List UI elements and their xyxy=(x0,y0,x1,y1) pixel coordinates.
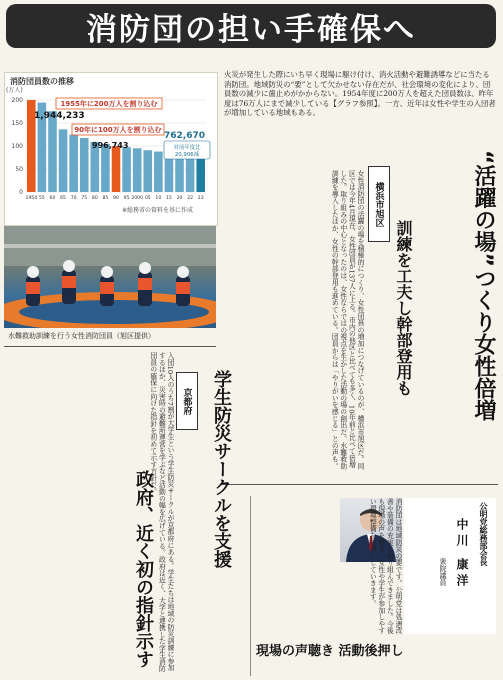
section1-headline: “活躍の場”つくり女性倍増 xyxy=(471,150,496,421)
x-tick-label: 75 xyxy=(81,196,88,201)
x-tick-label: 15 xyxy=(166,196,172,201)
interviewee-name: 中川 康洋 xyxy=(455,518,469,591)
x-tick-label: 95 xyxy=(123,196,130,201)
x-tick-label: 05 xyxy=(144,196,151,201)
y-tick-label: 200 xyxy=(11,97,23,104)
section1-location-tag: 横浜市旭区 xyxy=(368,166,390,242)
chart-source: ※総務省の資料を基に作成 xyxy=(122,207,194,214)
divider xyxy=(250,496,251,676)
annotation-1955: 1955年に200万人を割り込む xyxy=(60,100,158,108)
x-tick-label: 70 xyxy=(70,196,77,201)
rescue-training-photo xyxy=(4,226,216,328)
data-label-last-sub: 20,906減 xyxy=(174,152,200,158)
section2-headline: 学生防災サークルを支援 xyxy=(211,370,232,568)
x-tick-label: 65 xyxy=(60,196,66,201)
interviewee-title: 衆院議員 xyxy=(439,558,447,586)
bar xyxy=(112,146,121,192)
section2-location-tag: 京都府 xyxy=(176,372,198,430)
section1-subheadline: 訓練を工夫し幹部登用も xyxy=(394,220,413,396)
data-label-last: 762,670 xyxy=(164,131,205,141)
section2-subheadline: 政府、近く初の指針示す xyxy=(133,470,154,668)
bar xyxy=(122,147,131,192)
x-tick-label: 60 xyxy=(49,196,56,201)
y-tick-label: 150 xyxy=(11,120,23,127)
bar xyxy=(154,152,163,192)
bar xyxy=(196,157,205,192)
x-tick-label: 80 xyxy=(91,196,98,201)
y-axis-unit: (万人) xyxy=(6,87,23,94)
annotation-1990: 90年に100万人を割り込む xyxy=(74,126,162,134)
interviewee-role: 公明党総務部会長 xyxy=(479,502,488,566)
intro-text: 火災が発生した際にいち早く現場に駆け付け、消火活動や避難誘導などに当たる消防団。地域防災の“要”として欠かせない存在だが、社会環境の変化により、団員数の減少に歯止めがかからない。1954年度に200万人を超えた団員数は、昨年度は76万人にまで減少している【グラフ参照】。一方、近年は女性や学生の入団者が増加している地域もある。 xyxy=(224,70,496,118)
data-label-last-sub: 対前年度比 xyxy=(173,145,201,151)
section1-body: 女性消防団の活躍の場を積極的につくり、女性団員の増加につなげているのが、横浜市旭区だ。同区では今年4月現在、女性団員が137人に上る。市内の他区と比べても多く、10年前と比べて倍増した。取り組みの中心となったのは、女性ならではの視点を生かした活動の場の創出だ。水難救助訓練を導入したほか、女性の幹部登用も進めている。団員からは「やりがいを感じる」との声も。 xyxy=(330,170,364,470)
x-tick-label: 85 xyxy=(102,196,109,201)
photo-caption: 水難救助訓練を行う女性消防団員（旭区提供） xyxy=(8,332,155,340)
y-tick-label: 0 xyxy=(19,189,23,196)
x-tick-label: 2000 xyxy=(131,196,144,201)
y-tick-label: 50 xyxy=(15,166,23,173)
bar xyxy=(143,150,152,192)
bar xyxy=(59,129,68,192)
x-tick-label: 55 xyxy=(38,196,45,201)
interview-body: 消防団は地域防災の要です。公明党は処遇改善や装備の充実に取り組んできました。今後も現場の声を聴き、女性や学生が参加しやすい環境整備を後押ししていきます。 xyxy=(368,498,402,634)
bar xyxy=(101,144,110,192)
data-label-mid: 996,743 xyxy=(92,141,129,150)
x-tick-label: 90 xyxy=(113,196,119,201)
bar xyxy=(80,138,89,192)
y-tick-label: 100 xyxy=(11,143,23,150)
headline-banner xyxy=(6,4,496,48)
divider xyxy=(4,346,216,347)
chart-title: 消防団員数の推移 xyxy=(10,77,74,86)
bar-chart xyxy=(4,84,216,206)
interview-headline: 現場の声聴き 活動後押し xyxy=(256,644,404,659)
x-tick-label: 10 xyxy=(155,196,162,201)
interview-box xyxy=(404,498,496,634)
x-tick-label: 20 xyxy=(176,196,183,201)
bar xyxy=(69,135,78,193)
bar xyxy=(48,111,57,192)
divider xyxy=(220,484,498,485)
x-tick-label: 22 xyxy=(187,196,194,201)
x-tick-label: 1954 xyxy=(25,196,38,201)
bar xyxy=(186,156,195,192)
section2-body: 入団10人のうち7割が大学生という学生防災サークルが京都府にある。学生たちは地域の防災訓練に参加するほか、災害時の避難所運営を学ぶなど活動の幅を広げている。政府は近く、大学と連携した学生消防団員の確保に向けた指針を初めて示す方針だ。 xyxy=(148,352,174,672)
page-headline: 消防団の担い手確保へ xyxy=(86,11,416,48)
data-label-first: 1,944,233 xyxy=(34,111,85,121)
bar xyxy=(133,148,142,192)
bar xyxy=(175,154,184,192)
x-tick-label: 23 xyxy=(197,196,204,201)
